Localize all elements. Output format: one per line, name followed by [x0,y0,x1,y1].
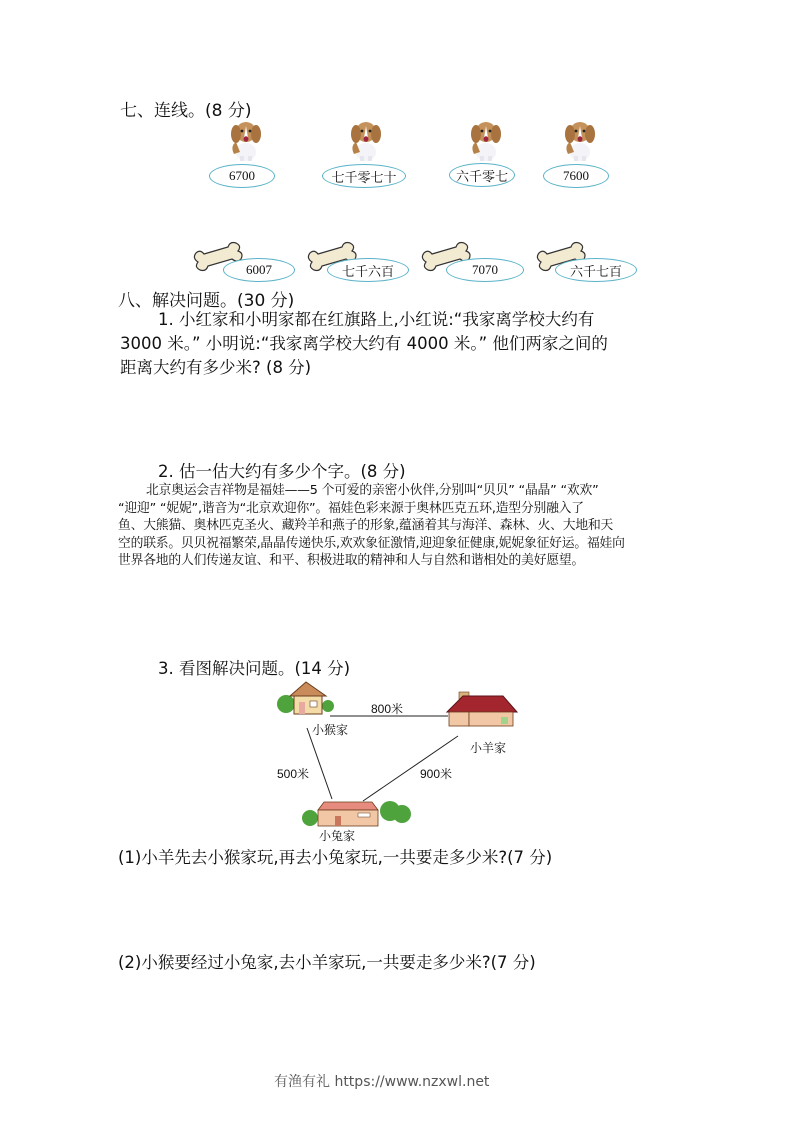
distance-monkey-sheep: 800米 [371,702,404,716]
sheep-house-icon [445,690,520,730]
dog-label: 7600 [543,164,609,188]
question-2-title: 2. 估一估大约有多少个字。(8 分) [158,462,406,481]
question-3-title: 3. 看图解决问题。(14 分) [158,659,351,678]
section-7-title: 七、连线。(8 分) [120,101,252,121]
dog-icon [344,116,384,162]
dog-icon [464,116,504,162]
passage-line-5: 世界各地的人们传递友谊、和平、积极进取的精神和人与自然和谐相处的美好愿望。 [118,553,585,568]
question-1-line-1: 1. 小红家和小明家都在红旗路上,小红说:“我家离学校大约有 [158,310,595,329]
label-rabbit-house: 小兔家 [319,829,356,843]
distance-sheep-rabbit: 900米 [420,767,453,781]
question-3-sub-2: (2)小猴要经过小兔家,去小羊家玩,一共要走多少米?(7 分) [118,953,536,972]
dog-icon [558,116,598,162]
rabbit-house-icon [300,796,415,832]
footer-watermark: 有渔有礼 https://www.nzxwl.net [274,1074,490,1090]
passage-line-4: 空的联系。贝贝祝福繁荣,晶晶传递快乐,欢欢象征激情,迎迎象征健康,妮妮象征好运。福娃向 [118,535,625,551]
distance-map [270,676,530,846]
dog-label: 六千零七 [449,163,515,187]
bone-label: 七千六百 [327,258,409,282]
passage-line-1: 北京奥运会吉祥物是福娃——5 个可爱的亲密小伙伴,分别叫“贝贝” “晶晶” “欢欢” [146,483,599,498]
monkey-house-icon [276,678,334,718]
label-monkey-house: 小猴家 [312,723,349,737]
question-1 [120,308,700,380]
question-1-line-3: 距离大约有多少米? (8 分) [120,358,312,377]
bone-label: 7070 [446,258,524,282]
dog-label: 6700 [209,164,275,188]
question-3-sub-1: (1)小羊先去小猴家玩,再去小兔家玩,一共要走多少米?(7 分) [118,848,553,867]
passage-line-2: “迎迎” “妮妮”,谐音为“北京欢迎你”。福娃色彩来源于奥林匹克五环,造型分别融入了 [118,500,584,516]
question-2-passage [118,482,693,570]
dog-icon [224,116,264,162]
label-sheep-house: 小羊家 [470,741,507,755]
distance-monkey-rabbit: 500米 [277,767,310,781]
dog-label: 七千零七十 [322,164,406,188]
question-1-line-2: 3000 米。” 小明说:“我家离学校大约有 4000 米。” 他们两家之间的 [120,334,608,353]
section-8-title: 八、解决问题。(30 分) [118,291,295,311]
passage-line-3: 鱼、大熊猫、奥林匹克圣火、藏羚羊和燕子的形象,蕴涵着其与海洋、森林、火、大地和天 [118,518,614,533]
bone-label: 六千七百 [555,258,637,282]
bone-label: 6007 [223,258,295,282]
